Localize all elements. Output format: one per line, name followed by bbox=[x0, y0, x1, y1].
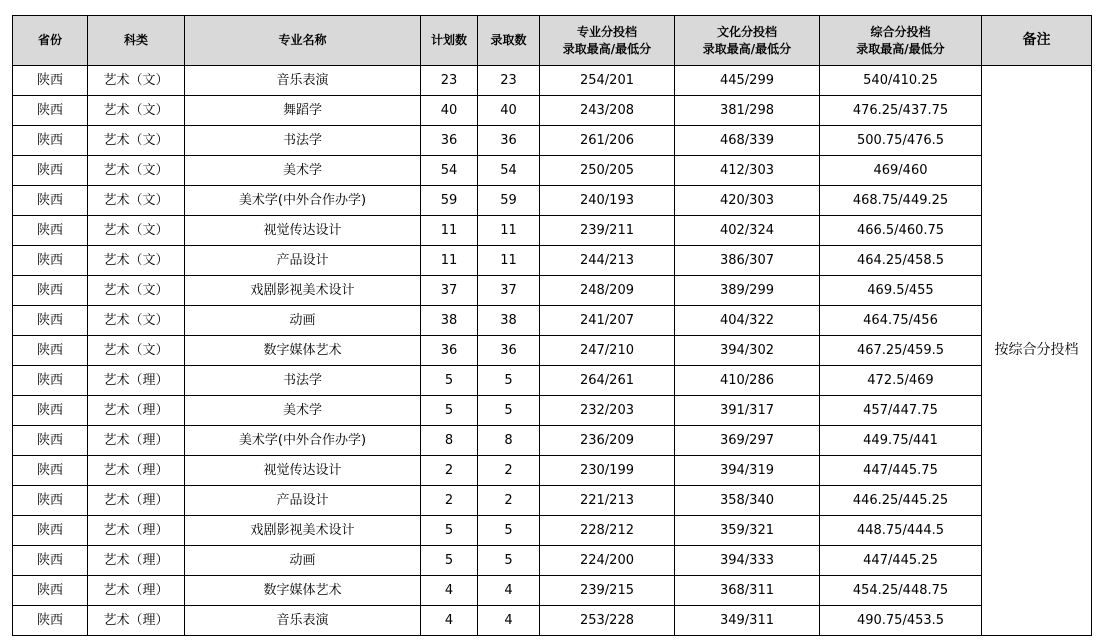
cell-professional-score: 253/228 bbox=[540, 606, 675, 636]
cell-major: 美术学(中外合作办学) bbox=[185, 186, 421, 216]
header-remark: 备注 bbox=[982, 16, 1092, 66]
table-row bbox=[13, 246, 1092, 276]
cell-category: 艺术（理） bbox=[88, 486, 185, 516]
cell-category: 艺术（理） bbox=[88, 456, 185, 486]
header-category: 科类 bbox=[88, 16, 185, 66]
cell-major: 美术学(中外合作办学) bbox=[185, 426, 421, 456]
cell-province: 陕西 bbox=[13, 396, 88, 426]
cell-plan: 36 bbox=[421, 336, 478, 366]
cell-category: 艺术（文） bbox=[88, 336, 185, 366]
header-major: 专业名称 bbox=[185, 16, 421, 66]
cell-province: 陕西 bbox=[13, 216, 88, 246]
cell-professional-score: 228/212 bbox=[540, 516, 675, 546]
cell-professional-score: 243/208 bbox=[540, 96, 675, 126]
cell-professional-score: 264/261 bbox=[540, 366, 675, 396]
cell-cultural-score: 359/321 bbox=[675, 516, 820, 546]
cell-category: 艺术（文） bbox=[88, 156, 185, 186]
cell-province: 陕西 bbox=[13, 426, 88, 456]
cell-major: 动画 bbox=[185, 306, 421, 336]
cell-cultural-score: 402/324 bbox=[675, 216, 820, 246]
cell-major: 产品设计 bbox=[185, 486, 421, 516]
table-row bbox=[13, 576, 1092, 606]
cell-admitted: 5 bbox=[478, 546, 540, 576]
table-row bbox=[13, 546, 1092, 576]
cell-plan: 23 bbox=[421, 66, 478, 96]
header-row bbox=[13, 16, 1092, 66]
cell-category: 艺术（文） bbox=[88, 246, 185, 276]
cell-cultural-score: 394/319 bbox=[675, 456, 820, 486]
cell-cultural-score: 386/307 bbox=[675, 246, 820, 276]
cell-professional-score: 230/199 bbox=[540, 456, 675, 486]
cell-admitted: 59 bbox=[478, 186, 540, 216]
table-row bbox=[13, 366, 1092, 396]
cell-category: 艺术（理） bbox=[88, 546, 185, 576]
cell-province: 陕西 bbox=[13, 96, 88, 126]
cell-category: 艺术（理） bbox=[88, 606, 185, 636]
cell-composite-score: 447/445.25 bbox=[820, 546, 982, 576]
table-row bbox=[13, 306, 1092, 336]
cell-composite-score: 464.75/456 bbox=[820, 306, 982, 336]
admission-score-table bbox=[12, 15, 1092, 636]
table-row bbox=[13, 276, 1092, 306]
cell-cultural-score: 368/311 bbox=[675, 576, 820, 606]
cell-composite-score: 446.25/445.25 bbox=[820, 486, 982, 516]
cell-composite-score: 490.75/453.5 bbox=[820, 606, 982, 636]
cell-composite-score: 472.5/469 bbox=[820, 366, 982, 396]
cell-major: 产品设计 bbox=[185, 246, 421, 276]
header-cultural-line1: 文化分投档 bbox=[716, 24, 777, 39]
cell-professional-score: 239/211 bbox=[540, 216, 675, 246]
cell-plan: 59 bbox=[421, 186, 478, 216]
cell-plan: 5 bbox=[421, 546, 478, 576]
cell-composite-score: 457/447.75 bbox=[820, 396, 982, 426]
cell-admitted: 5 bbox=[478, 516, 540, 546]
header-composite-line2: 录取最高/最低分 bbox=[856, 41, 945, 56]
cell-professional-score: 239/215 bbox=[540, 576, 675, 606]
cell-admitted: 2 bbox=[478, 456, 540, 486]
table-row bbox=[13, 126, 1092, 156]
cell-major: 动画 bbox=[185, 546, 421, 576]
cell-cultural-score: 420/303 bbox=[675, 186, 820, 216]
cell-professional-score: 250/205 bbox=[540, 156, 675, 186]
cell-cultural-score: 410/286 bbox=[675, 366, 820, 396]
cell-composite-score: 464.25/458.5 bbox=[820, 246, 982, 276]
cell-major: 美术学 bbox=[185, 156, 421, 186]
cell-category: 艺术（文） bbox=[88, 186, 185, 216]
cell-admitted: 23 bbox=[478, 66, 540, 96]
cell-composite-score: 466.5/460.75 bbox=[820, 216, 982, 246]
cell-composite-score: 469/460 bbox=[820, 156, 982, 186]
cell-admitted: 40 bbox=[478, 96, 540, 126]
cell-professional-score: 232/203 bbox=[540, 396, 675, 426]
cell-plan: 5 bbox=[421, 396, 478, 426]
cell-category: 艺术（理） bbox=[88, 396, 185, 426]
cell-professional-score: 248/209 bbox=[540, 276, 675, 306]
cell-admitted: 4 bbox=[478, 576, 540, 606]
cell-cultural-score: 394/302 bbox=[675, 336, 820, 366]
cell-cultural-score: 394/333 bbox=[675, 546, 820, 576]
cell-province: 陕西 bbox=[13, 516, 88, 546]
cell-admitted: 11 bbox=[478, 216, 540, 246]
cell-plan: 37 bbox=[421, 276, 478, 306]
cell-admitted: 5 bbox=[478, 396, 540, 426]
cell-category: 艺术（文） bbox=[88, 126, 185, 156]
cell-province: 陕西 bbox=[13, 156, 88, 186]
cell-plan: 54 bbox=[421, 156, 478, 186]
cell-province: 陕西 bbox=[13, 546, 88, 576]
cell-cultural-score: 412/303 bbox=[675, 156, 820, 186]
cell-province: 陕西 bbox=[13, 186, 88, 216]
cell-province: 陕西 bbox=[13, 246, 88, 276]
cell-admitted: 5 bbox=[478, 366, 540, 396]
cell-cultural-score: 468/339 bbox=[675, 126, 820, 156]
cell-province: 陕西 bbox=[13, 336, 88, 366]
table-body bbox=[13, 66, 1092, 636]
cell-admitted: 4 bbox=[478, 606, 540, 636]
cell-composite-score: 469.5/455 bbox=[820, 276, 982, 306]
cell-professional-score: 261/206 bbox=[540, 126, 675, 156]
cell-plan: 2 bbox=[421, 456, 478, 486]
table-row bbox=[13, 606, 1092, 636]
cell-province: 陕西 bbox=[13, 486, 88, 516]
cell-composite-score: 500.75/476.5 bbox=[820, 126, 982, 156]
cell-cultural-score: 349/311 bbox=[675, 606, 820, 636]
cell-province: 陕西 bbox=[13, 276, 88, 306]
cell-province: 陕西 bbox=[13, 606, 88, 636]
header-professional-score bbox=[540, 16, 675, 66]
table-row bbox=[13, 156, 1092, 186]
cell-admitted: 38 bbox=[478, 306, 540, 336]
cell-professional-score: 236/209 bbox=[540, 426, 675, 456]
cell-major: 音乐表演 bbox=[185, 606, 421, 636]
cell-major: 视觉传达设计 bbox=[185, 216, 421, 246]
cell-cultural-score: 404/322 bbox=[675, 306, 820, 336]
cell-plan: 4 bbox=[421, 576, 478, 606]
header-composite-score bbox=[820, 16, 982, 66]
cell-composite-score: 448.75/444.5 bbox=[820, 516, 982, 546]
cell-plan: 4 bbox=[421, 606, 478, 636]
table-row bbox=[13, 66, 1092, 96]
cell-major: 书法学 bbox=[185, 126, 421, 156]
cell-cultural-score: 369/297 bbox=[675, 426, 820, 456]
header-admitted: 录取数 bbox=[478, 16, 540, 66]
cell-plan: 40 bbox=[421, 96, 478, 126]
cell-category: 艺术（理） bbox=[88, 426, 185, 456]
cell-cultural-score: 358/340 bbox=[675, 486, 820, 516]
header-cultural-line2: 录取最高/最低分 bbox=[702, 41, 792, 56]
cell-plan: 11 bbox=[421, 246, 478, 276]
cell-admitted: 36 bbox=[478, 126, 540, 156]
cell-remark: 按综合分投档 bbox=[982, 66, 1092, 636]
header-cultural-score bbox=[675, 16, 820, 66]
cell-category: 艺术（文） bbox=[88, 306, 185, 336]
cell-professional-score: 244/213 bbox=[540, 246, 675, 276]
cell-major: 书法学 bbox=[185, 366, 421, 396]
header-professional-line2: 录取最高/最低分 bbox=[562, 41, 652, 56]
cell-composite-score: 540/410.25 bbox=[820, 66, 982, 96]
cell-composite-score: 454.25/448.75 bbox=[820, 576, 982, 606]
cell-major: 美术学 bbox=[185, 396, 421, 426]
cell-composite-score: 449.75/441 bbox=[820, 426, 982, 456]
table-row bbox=[13, 426, 1092, 456]
cell-professional-score: 224/200 bbox=[540, 546, 675, 576]
cell-category: 艺术（理） bbox=[88, 576, 185, 606]
table-row bbox=[13, 96, 1092, 126]
cell-composite-score: 447/445.75 bbox=[820, 456, 982, 486]
table-row bbox=[13, 216, 1092, 246]
cell-province: 陕西 bbox=[13, 126, 88, 156]
cell-category: 艺术（文） bbox=[88, 96, 185, 126]
header-province: 省份 bbox=[13, 16, 88, 66]
cell-province: 陕西 bbox=[13, 456, 88, 486]
cell-plan: 11 bbox=[421, 216, 478, 246]
cell-professional-score: 241/207 bbox=[540, 306, 675, 336]
cell-cultural-score: 381/298 bbox=[675, 96, 820, 126]
cell-major: 音乐表演 bbox=[185, 66, 421, 96]
cell-major: 舞蹈学 bbox=[185, 96, 421, 126]
cell-major: 数字媒体艺术 bbox=[185, 336, 421, 366]
cell-plan: 5 bbox=[421, 516, 478, 546]
cell-professional-score: 221/213 bbox=[540, 486, 675, 516]
cell-cultural-score: 445/299 bbox=[675, 66, 820, 96]
cell-cultural-score: 391/317 bbox=[675, 396, 820, 426]
cell-professional-score: 247/210 bbox=[540, 336, 675, 366]
cell-admitted: 8 bbox=[478, 426, 540, 456]
table-row bbox=[13, 516, 1092, 546]
cell-category: 艺术（文） bbox=[88, 216, 185, 246]
cell-admitted: 37 bbox=[478, 276, 540, 306]
cell-major: 戏剧影视美术设计 bbox=[185, 276, 421, 306]
cell-plan: 38 bbox=[421, 306, 478, 336]
header-plan: 计划数 bbox=[421, 16, 478, 66]
cell-admitted: 36 bbox=[478, 336, 540, 366]
table-row bbox=[13, 186, 1092, 216]
cell-category: 艺术（文） bbox=[88, 276, 185, 306]
cell-category: 艺术（文） bbox=[88, 66, 185, 96]
cell-plan: 5 bbox=[421, 366, 478, 396]
table-row bbox=[13, 486, 1092, 516]
header-composite-line1: 综合分投档 bbox=[870, 24, 931, 39]
cell-plan: 2 bbox=[421, 486, 478, 516]
header-professional-line1: 专业分投档 bbox=[576, 24, 637, 39]
cell-professional-score: 254/201 bbox=[540, 66, 675, 96]
cell-category: 艺术（理） bbox=[88, 516, 185, 546]
cell-admitted: 11 bbox=[478, 246, 540, 276]
cell-professional-score: 240/193 bbox=[540, 186, 675, 216]
cell-province: 陕西 bbox=[13, 66, 88, 96]
cell-admitted: 2 bbox=[478, 486, 540, 516]
cell-province: 陕西 bbox=[13, 366, 88, 396]
table-row bbox=[13, 396, 1092, 426]
cell-province: 陕西 bbox=[13, 576, 88, 606]
cell-plan: 36 bbox=[421, 126, 478, 156]
cell-major: 视觉传达设计 bbox=[185, 456, 421, 486]
cell-category: 艺术（理） bbox=[88, 366, 185, 396]
cell-cultural-score: 389/299 bbox=[675, 276, 820, 306]
table-row bbox=[13, 456, 1092, 486]
table-row bbox=[13, 336, 1092, 366]
cell-province: 陕西 bbox=[13, 306, 88, 336]
cell-plan: 8 bbox=[421, 426, 478, 456]
cell-composite-score: 476.25/437.75 bbox=[820, 96, 982, 126]
cell-composite-score: 468.75/449.25 bbox=[820, 186, 982, 216]
cell-admitted: 54 bbox=[478, 156, 540, 186]
cell-major: 数字媒体艺术 bbox=[185, 576, 421, 606]
cell-major: 戏剧影视美术设计 bbox=[185, 516, 421, 546]
cell-composite-score: 467.25/459.5 bbox=[820, 336, 982, 366]
